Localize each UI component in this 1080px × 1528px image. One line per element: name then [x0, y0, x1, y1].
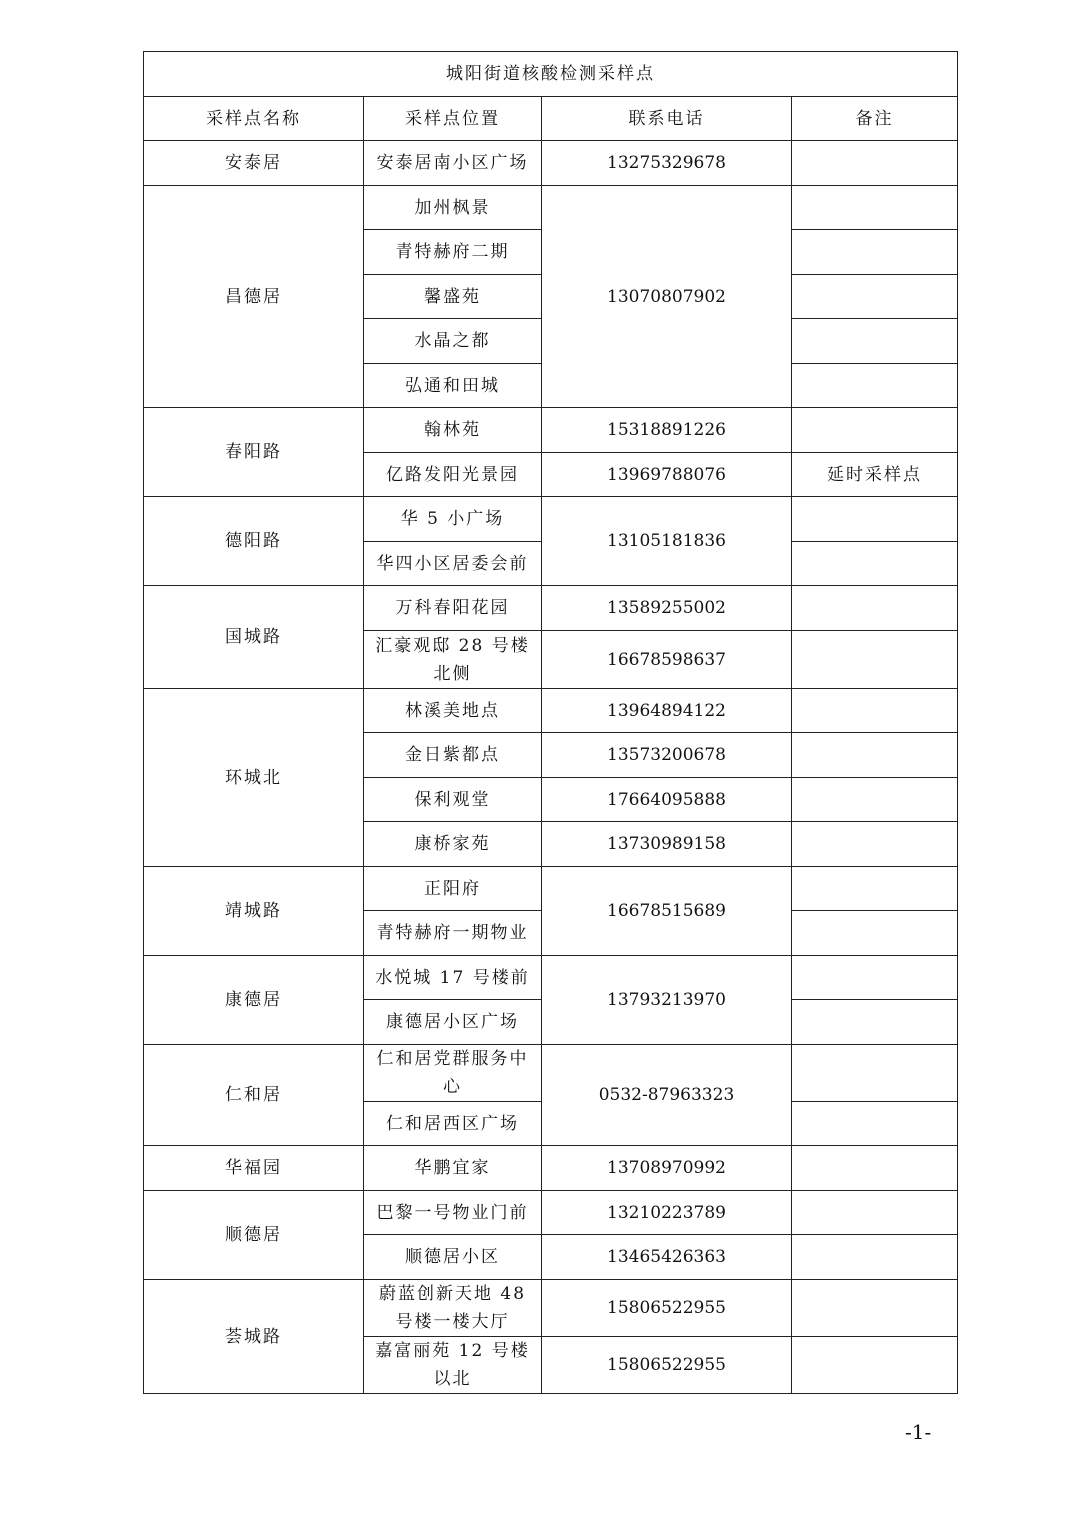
site-name-cell: 康德居 [144, 956, 364, 1045]
header-note: 备注 [792, 97, 958, 141]
site-name-cell: 顺德居 [144, 1191, 364, 1280]
note-cell [792, 497, 958, 542]
note-cell [792, 911, 958, 956]
site-name-cell: 德阳路 [144, 497, 364, 586]
table-row [144, 1146, 958, 1191]
location-cell: 华 5 小广场 [364, 497, 542, 542]
phone-cell: 13964894122 [542, 689, 792, 733]
location-cell: 蔚蓝创新天地 48 号楼一楼大厅 [364, 1280, 542, 1337]
note-cell [792, 1102, 958, 1146]
location-cell: 康桥家苑 [364, 822, 542, 867]
location-cell: 万科春阳花园 [364, 586, 542, 631]
note-cell [792, 867, 958, 911]
phone-cell: 16678515689 [542, 867, 792, 956]
note-cell [792, 275, 958, 319]
location-cell: 金日紫都点 [364, 733, 542, 778]
location-cell: 亿路发阳光景园 [364, 453, 542, 497]
phone-cell: 13573200678 [542, 733, 792, 778]
note-cell [792, 141, 958, 186]
phone-cell: 15806522955 [542, 1337, 792, 1394]
note-cell [792, 1337, 958, 1394]
note-cell [792, 1191, 958, 1235]
table-title: 城阳街道核酸检测采样点 [144, 52, 958, 97]
note-cell [792, 733, 958, 778]
site-name-cell: 仁和居 [144, 1045, 364, 1146]
table-row [144, 689, 958, 733]
note-cell [792, 1000, 958, 1045]
location-cell: 顺德居小区 [364, 1235, 542, 1280]
location-cell: 弘通和田城 [364, 364, 542, 408]
phone-cell: 13275329678 [542, 141, 792, 186]
header-location: 采样点位置 [364, 97, 542, 141]
note-cell [792, 689, 958, 733]
header-row [144, 97, 958, 141]
note-cell [792, 1235, 958, 1280]
location-cell: 青特赫府一期物业 [364, 911, 542, 956]
phone-cell: 13793213970 [542, 956, 792, 1045]
phone-cell: 15318891226 [542, 408, 792, 453]
location-cell: 华四小区居委会前 [364, 542, 542, 586]
location-cell: 康德居小区广场 [364, 1000, 542, 1045]
site-name-cell: 环城北 [144, 689, 364, 867]
phone-cell: 16678598637 [542, 631, 792, 689]
note-cell [792, 364, 958, 408]
location-cell: 林溪美地点 [364, 689, 542, 733]
table-row [144, 586, 958, 631]
location-cell: 汇豪观邸 28 号楼北侧 [364, 631, 542, 689]
table-row [144, 141, 958, 186]
table-row [144, 956, 958, 1000]
note-cell [792, 631, 958, 689]
site-name-cell: 荟城路 [144, 1280, 364, 1394]
phone-cell: 17664095888 [542, 778, 792, 822]
location-cell: 嘉富丽苑 12 号楼以北 [364, 1337, 542, 1394]
note-cell [792, 408, 958, 453]
location-cell: 华鹏宜家 [364, 1146, 542, 1191]
location-cell: 安泰居南小区广场 [364, 141, 542, 186]
note-cell [792, 542, 958, 586]
table-row [144, 867, 958, 911]
header-phone: 联系电话 [542, 97, 792, 141]
site-name-cell: 春阳路 [144, 408, 364, 497]
note-cell [792, 230, 958, 275]
location-cell: 青特赫府二期 [364, 230, 542, 275]
note-cell [792, 1280, 958, 1337]
note-cell [792, 186, 958, 230]
location-cell: 翰林苑 [364, 408, 542, 453]
table-row [144, 1045, 958, 1102]
location-cell: 保利观堂 [364, 778, 542, 822]
location-cell: 加州枫景 [364, 186, 542, 230]
phone-cell: 13465426363 [542, 1235, 792, 1280]
site-name-cell: 昌德居 [144, 186, 364, 408]
phone-cell: 13589255002 [542, 586, 792, 631]
site-name-cell: 靖城路 [144, 867, 364, 956]
site-name-cell: 华福园 [144, 1146, 364, 1191]
sampling-points-table [143, 51, 958, 1394]
header-name: 采样点名称 [144, 97, 364, 141]
table-row [144, 186, 958, 230]
location-cell: 馨盛苑 [364, 275, 542, 319]
phone-cell: 13730989158 [542, 822, 792, 867]
location-cell: 仁和居党群服务中心 [364, 1045, 542, 1102]
phone-cell: 13708970992 [542, 1146, 792, 1191]
page-number: -1- [905, 1420, 932, 1444]
table-row [144, 408, 958, 453]
phone-cell: 0532-87963323 [542, 1045, 792, 1146]
location-cell: 正阳府 [364, 867, 542, 911]
phone-cell: 13210223789 [542, 1191, 792, 1235]
phone-cell: 13969788076 [542, 453, 792, 497]
table-row [144, 1191, 958, 1235]
note-cell [792, 822, 958, 867]
location-cell: 水晶之都 [364, 319, 542, 364]
note-cell [792, 1146, 958, 1191]
location-cell: 水悦城 17 号楼前 [364, 956, 542, 1000]
phone-cell: 13070807902 [542, 186, 792, 408]
phone-cell: 15806522955 [542, 1280, 792, 1337]
table-row [144, 1280, 958, 1337]
note-cell [792, 586, 958, 631]
note-cell [792, 319, 958, 364]
note-cell [792, 956, 958, 1000]
site-name-cell: 安泰居 [144, 141, 364, 186]
note-cell: 延时采样点 [792, 453, 958, 497]
location-cell: 仁和居西区广场 [364, 1102, 542, 1146]
note-cell [792, 778, 958, 822]
site-name-cell: 国城路 [144, 586, 364, 689]
table-row [144, 497, 958, 542]
phone-cell: 13105181836 [542, 497, 792, 586]
note-cell [792, 1045, 958, 1102]
location-cell: 巴黎一号物业门前 [364, 1191, 542, 1235]
